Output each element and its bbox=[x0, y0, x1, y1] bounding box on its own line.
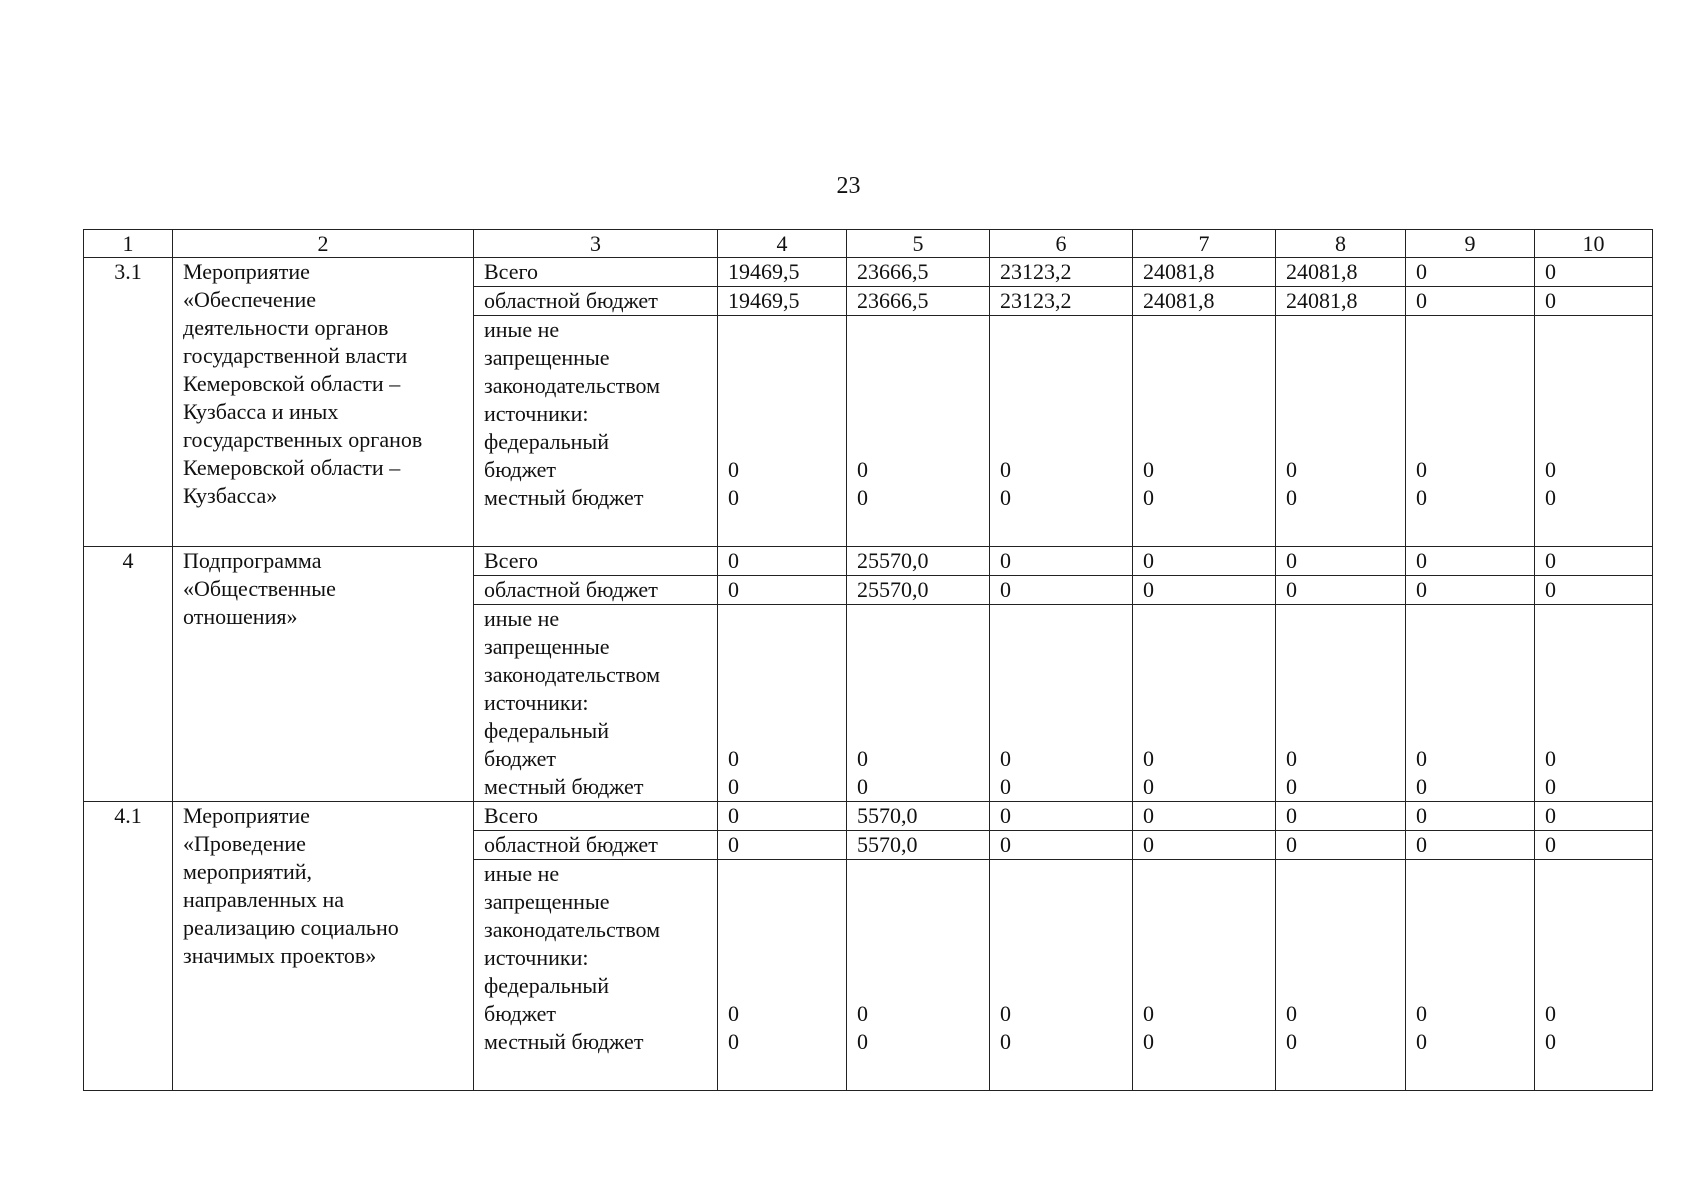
federal-value: 0 bbox=[1143, 457, 1154, 482]
federal-value: 0 bbox=[1286, 457, 1297, 482]
column-number-row bbox=[84, 230, 1653, 258]
column-number: 6 bbox=[990, 230, 1133, 258]
total-value: 25570,0 bbox=[847, 547, 990, 576]
regional-value: 0 bbox=[1276, 576, 1406, 605]
section-name-line: Кемеровской области – bbox=[183, 455, 401, 480]
total-value: 0 bbox=[990, 547, 1133, 576]
section-name-line: Кузбасса» bbox=[183, 483, 278, 508]
section-name-line: «Проведение bbox=[183, 831, 306, 856]
total-value: 0 bbox=[1133, 547, 1276, 576]
other-sources-values bbox=[1406, 605, 1535, 802]
local-value: 0 bbox=[1286, 774, 1297, 799]
federal-value: 0 bbox=[1416, 457, 1427, 482]
other-sources-values bbox=[847, 605, 990, 802]
value-spacer bbox=[1286, 605, 1395, 745]
value-spacer bbox=[857, 605, 979, 745]
other-sources-line: источники: bbox=[484, 690, 589, 715]
section-name-line: государственных органов bbox=[183, 427, 423, 452]
section-number: 3.1 bbox=[84, 258, 173, 547]
local-value: 0 bbox=[1545, 774, 1556, 799]
federal-budget-line: федеральный bbox=[484, 718, 609, 743]
local-value: 0 bbox=[1286, 1029, 1297, 1054]
value-spacer bbox=[1416, 860, 1524, 1000]
section-name-line: отношения» bbox=[183, 604, 298, 629]
total-value: 0 bbox=[1406, 258, 1535, 287]
value-spacer bbox=[857, 316, 979, 456]
page-number: 23 bbox=[836, 173, 861, 199]
federal-value: 0 bbox=[1545, 457, 1556, 482]
local-value: 0 bbox=[1286, 485, 1297, 510]
value-spacer bbox=[1286, 316, 1395, 456]
other-sources-values bbox=[1133, 316, 1276, 547]
regional-value: 0 bbox=[718, 831, 847, 860]
section-name-line: Подпрограмма bbox=[183, 548, 322, 573]
value-spacer bbox=[1416, 605, 1524, 745]
federal-value: 0 bbox=[728, 1001, 739, 1026]
local-value: 0 bbox=[728, 1029, 739, 1054]
other-sources-line: иные не bbox=[484, 861, 560, 886]
other-sources-line: источники: bbox=[484, 401, 589, 426]
federal-value: 0 bbox=[1416, 746, 1427, 771]
other-sources-values bbox=[990, 316, 1133, 547]
federal-budget-line: бюджет bbox=[484, 1001, 556, 1026]
federal-value: 0 bbox=[1143, 746, 1154, 771]
local-value: 0 bbox=[728, 774, 739, 799]
federal-value: 0 bbox=[1143, 1001, 1154, 1026]
total-value: 0 bbox=[1535, 547, 1653, 576]
other-sources-values bbox=[1133, 860, 1276, 1091]
column-number: 2 bbox=[173, 230, 474, 258]
value-spacer bbox=[1545, 316, 1642, 456]
local-value: 0 bbox=[1143, 774, 1154, 799]
value-spacer bbox=[1000, 605, 1122, 745]
federal-value: 0 bbox=[728, 746, 739, 771]
federal-value: 0 bbox=[857, 457, 868, 482]
section-name bbox=[173, 802, 474, 1091]
regional-value: 0 bbox=[990, 576, 1133, 605]
other-sources-line: запрещенные bbox=[484, 345, 610, 370]
value-spacer bbox=[1000, 316, 1122, 456]
other-sources-values bbox=[1133, 605, 1276, 802]
federal-value: 0 bbox=[1545, 746, 1556, 771]
total-value: 5570,0 bbox=[847, 802, 990, 831]
regional-value: 0 bbox=[1406, 287, 1535, 316]
other-sources-values bbox=[1535, 316, 1653, 547]
local-budget-label: местный бюджет bbox=[484, 774, 644, 799]
local-value: 0 bbox=[1545, 485, 1556, 510]
regional-value: 0 bbox=[1133, 576, 1276, 605]
total-value: 0 bbox=[1535, 258, 1653, 287]
other-sources-line: законодательством bbox=[484, 373, 661, 398]
section-number: 4.1 bbox=[84, 802, 173, 1091]
total-value: 0 bbox=[1276, 802, 1406, 831]
federal-value: 0 bbox=[857, 1001, 868, 1026]
other-sources-line: иные не bbox=[484, 606, 560, 631]
column-number: 5 bbox=[847, 230, 990, 258]
value-spacer bbox=[1286, 860, 1395, 1000]
total-value: 23666,5 bbox=[847, 258, 990, 287]
other-sources-line: запрещенные bbox=[484, 634, 610, 659]
section-name-line: реализацию социально bbox=[183, 915, 399, 940]
total-value: 0 bbox=[1276, 547, 1406, 576]
local-value: 0 bbox=[857, 485, 868, 510]
regional-value: 5570,0 bbox=[847, 831, 990, 860]
total-value: 0 bbox=[718, 547, 847, 576]
column-number: 10 bbox=[1535, 230, 1653, 258]
federal-budget-line: федеральный bbox=[484, 429, 609, 454]
column-number: 4 bbox=[718, 230, 847, 258]
section-name-line: Мероприятие bbox=[183, 259, 310, 284]
regional-value: 23123,2 bbox=[990, 287, 1133, 316]
column-number: 9 bbox=[1406, 230, 1535, 258]
federal-budget-line: федеральный bbox=[484, 973, 609, 998]
value-spacer bbox=[1143, 316, 1265, 456]
regional-value: 0 bbox=[1133, 831, 1276, 860]
section-name-line: государственной власти bbox=[183, 343, 408, 368]
source-label-regional: областной бюджет bbox=[474, 576, 718, 605]
value-spacer bbox=[1143, 860, 1265, 1000]
local-value: 0 bbox=[1000, 1029, 1011, 1054]
section-name-line: значимых проектов» bbox=[183, 943, 377, 968]
source-label-other bbox=[474, 605, 718, 802]
regional-value: 25570,0 bbox=[847, 576, 990, 605]
total-value: 24081,8 bbox=[1133, 258, 1276, 287]
total-value: 0 bbox=[1406, 802, 1535, 831]
local-value: 0 bbox=[1416, 1029, 1427, 1054]
other-sources-values bbox=[1535, 605, 1653, 802]
section-name-line: Кемеровской области – bbox=[183, 371, 401, 396]
federal-budget-line: бюджет bbox=[484, 457, 556, 482]
federal-value: 0 bbox=[1545, 1001, 1556, 1026]
source-label-total: Всего bbox=[474, 258, 718, 287]
value-spacer bbox=[728, 316, 836, 456]
budget-table bbox=[83, 229, 1653, 1091]
federal-value: 0 bbox=[857, 746, 868, 771]
local-value: 0 bbox=[1416, 774, 1427, 799]
regional-value: 24081,8 bbox=[1133, 287, 1276, 316]
regional-value: 0 bbox=[1406, 576, 1535, 605]
value-spacer bbox=[728, 860, 836, 1000]
regional-value: 0 bbox=[718, 576, 847, 605]
total-row bbox=[84, 258, 1653, 287]
source-label-regional: областной бюджет bbox=[474, 287, 718, 316]
local-value: 0 bbox=[1000, 774, 1011, 799]
total-value: 0 bbox=[1535, 802, 1653, 831]
local-value: 0 bbox=[1416, 485, 1427, 510]
value-spacer bbox=[1000, 860, 1122, 1000]
column-number: 7 bbox=[1133, 230, 1276, 258]
regional-value: 24081,8 bbox=[1276, 287, 1406, 316]
local-budget-label: местный бюджет bbox=[484, 1029, 644, 1054]
other-sources-values bbox=[1406, 316, 1535, 547]
other-sources-line: запрещенные bbox=[484, 889, 610, 914]
regional-value: 0 bbox=[1535, 831, 1653, 860]
regional-value: 0 bbox=[1535, 287, 1653, 316]
federal-value: 0 bbox=[1000, 746, 1011, 771]
total-value: 24081,8 bbox=[1276, 258, 1406, 287]
other-sources-line: иные не bbox=[484, 317, 560, 342]
value-spacer bbox=[1545, 605, 1642, 745]
other-sources-values bbox=[1406, 860, 1535, 1091]
total-value: 0 bbox=[1406, 547, 1535, 576]
column-number: 8 bbox=[1276, 230, 1406, 258]
section-name-line: направленных на bbox=[183, 887, 344, 912]
total-row bbox=[84, 802, 1653, 831]
federal-value: 0 bbox=[728, 457, 739, 482]
other-sources-line: источники: bbox=[484, 945, 589, 970]
other-sources-values bbox=[847, 860, 990, 1091]
other-sources-values bbox=[1276, 316, 1406, 547]
regional-value: 0 bbox=[1535, 576, 1653, 605]
total-value: 0 bbox=[990, 802, 1133, 831]
other-sources-line: законодательством bbox=[484, 917, 661, 942]
federal-value: 0 bbox=[1416, 1001, 1427, 1026]
federal-value: 0 bbox=[1000, 1001, 1011, 1026]
source-label-other bbox=[474, 860, 718, 1091]
local-value: 0 bbox=[728, 485, 739, 510]
source-label-total: Всего bbox=[474, 802, 718, 831]
local-value: 0 bbox=[857, 774, 868, 799]
section-name-line: мероприятий, bbox=[183, 859, 313, 884]
federal-value: 0 bbox=[1286, 1001, 1297, 1026]
section-name-line: Кузбасса и иных bbox=[183, 399, 339, 424]
regional-value: 0 bbox=[1276, 831, 1406, 860]
other-sources-values bbox=[718, 860, 847, 1091]
column-number: 3 bbox=[474, 230, 718, 258]
regional-value: 23666,5 bbox=[847, 287, 990, 316]
regional-value: 19469,5 bbox=[718, 287, 847, 316]
value-spacer bbox=[1416, 316, 1524, 456]
value-spacer bbox=[728, 605, 836, 745]
other-sources-values bbox=[718, 605, 847, 802]
total-row bbox=[84, 547, 1653, 576]
other-sources-values bbox=[990, 605, 1133, 802]
local-budget-label: местный бюджет bbox=[484, 485, 644, 510]
local-value: 0 bbox=[1000, 485, 1011, 510]
value-spacer bbox=[1143, 605, 1265, 745]
section-name-line: Мероприятие bbox=[183, 803, 310, 828]
local-value: 0 bbox=[1143, 1029, 1154, 1054]
total-value: 19469,5 bbox=[718, 258, 847, 287]
section-name bbox=[173, 547, 474, 802]
other-sources-values bbox=[1535, 860, 1653, 1091]
source-label-regional: областной бюджет bbox=[474, 831, 718, 860]
other-sources-values bbox=[718, 316, 847, 547]
source-label-total: Всего bbox=[474, 547, 718, 576]
section-name-line: «Общественные bbox=[183, 576, 336, 601]
local-value: 0 bbox=[857, 1029, 868, 1054]
value-spacer bbox=[1545, 860, 1642, 1000]
federal-value: 0 bbox=[1286, 746, 1297, 771]
other-sources-values bbox=[847, 316, 990, 547]
regional-value: 0 bbox=[990, 831, 1133, 860]
column-number: 1 bbox=[84, 230, 173, 258]
other-sources-values bbox=[1276, 605, 1406, 802]
source-label-other bbox=[474, 316, 718, 547]
federal-value: 0 bbox=[1000, 457, 1011, 482]
total-value: 0 bbox=[1133, 802, 1276, 831]
local-value: 0 bbox=[1545, 1029, 1556, 1054]
section-name bbox=[173, 258, 474, 547]
section-name-line: деятельности органов bbox=[183, 315, 389, 340]
other-sources-line: законодательством bbox=[484, 662, 661, 687]
other-sources-values bbox=[990, 860, 1133, 1091]
local-value: 0 bbox=[1143, 485, 1154, 510]
total-value: 0 bbox=[718, 802, 847, 831]
value-spacer bbox=[857, 860, 979, 1000]
other-sources-values bbox=[1276, 860, 1406, 1091]
section-name-line: «Обеспечение bbox=[183, 287, 316, 312]
regional-value: 0 bbox=[1406, 831, 1535, 860]
federal-budget-line: бюджет bbox=[484, 746, 556, 771]
section-number: 4 bbox=[84, 547, 173, 802]
total-value: 23123,2 bbox=[990, 258, 1133, 287]
